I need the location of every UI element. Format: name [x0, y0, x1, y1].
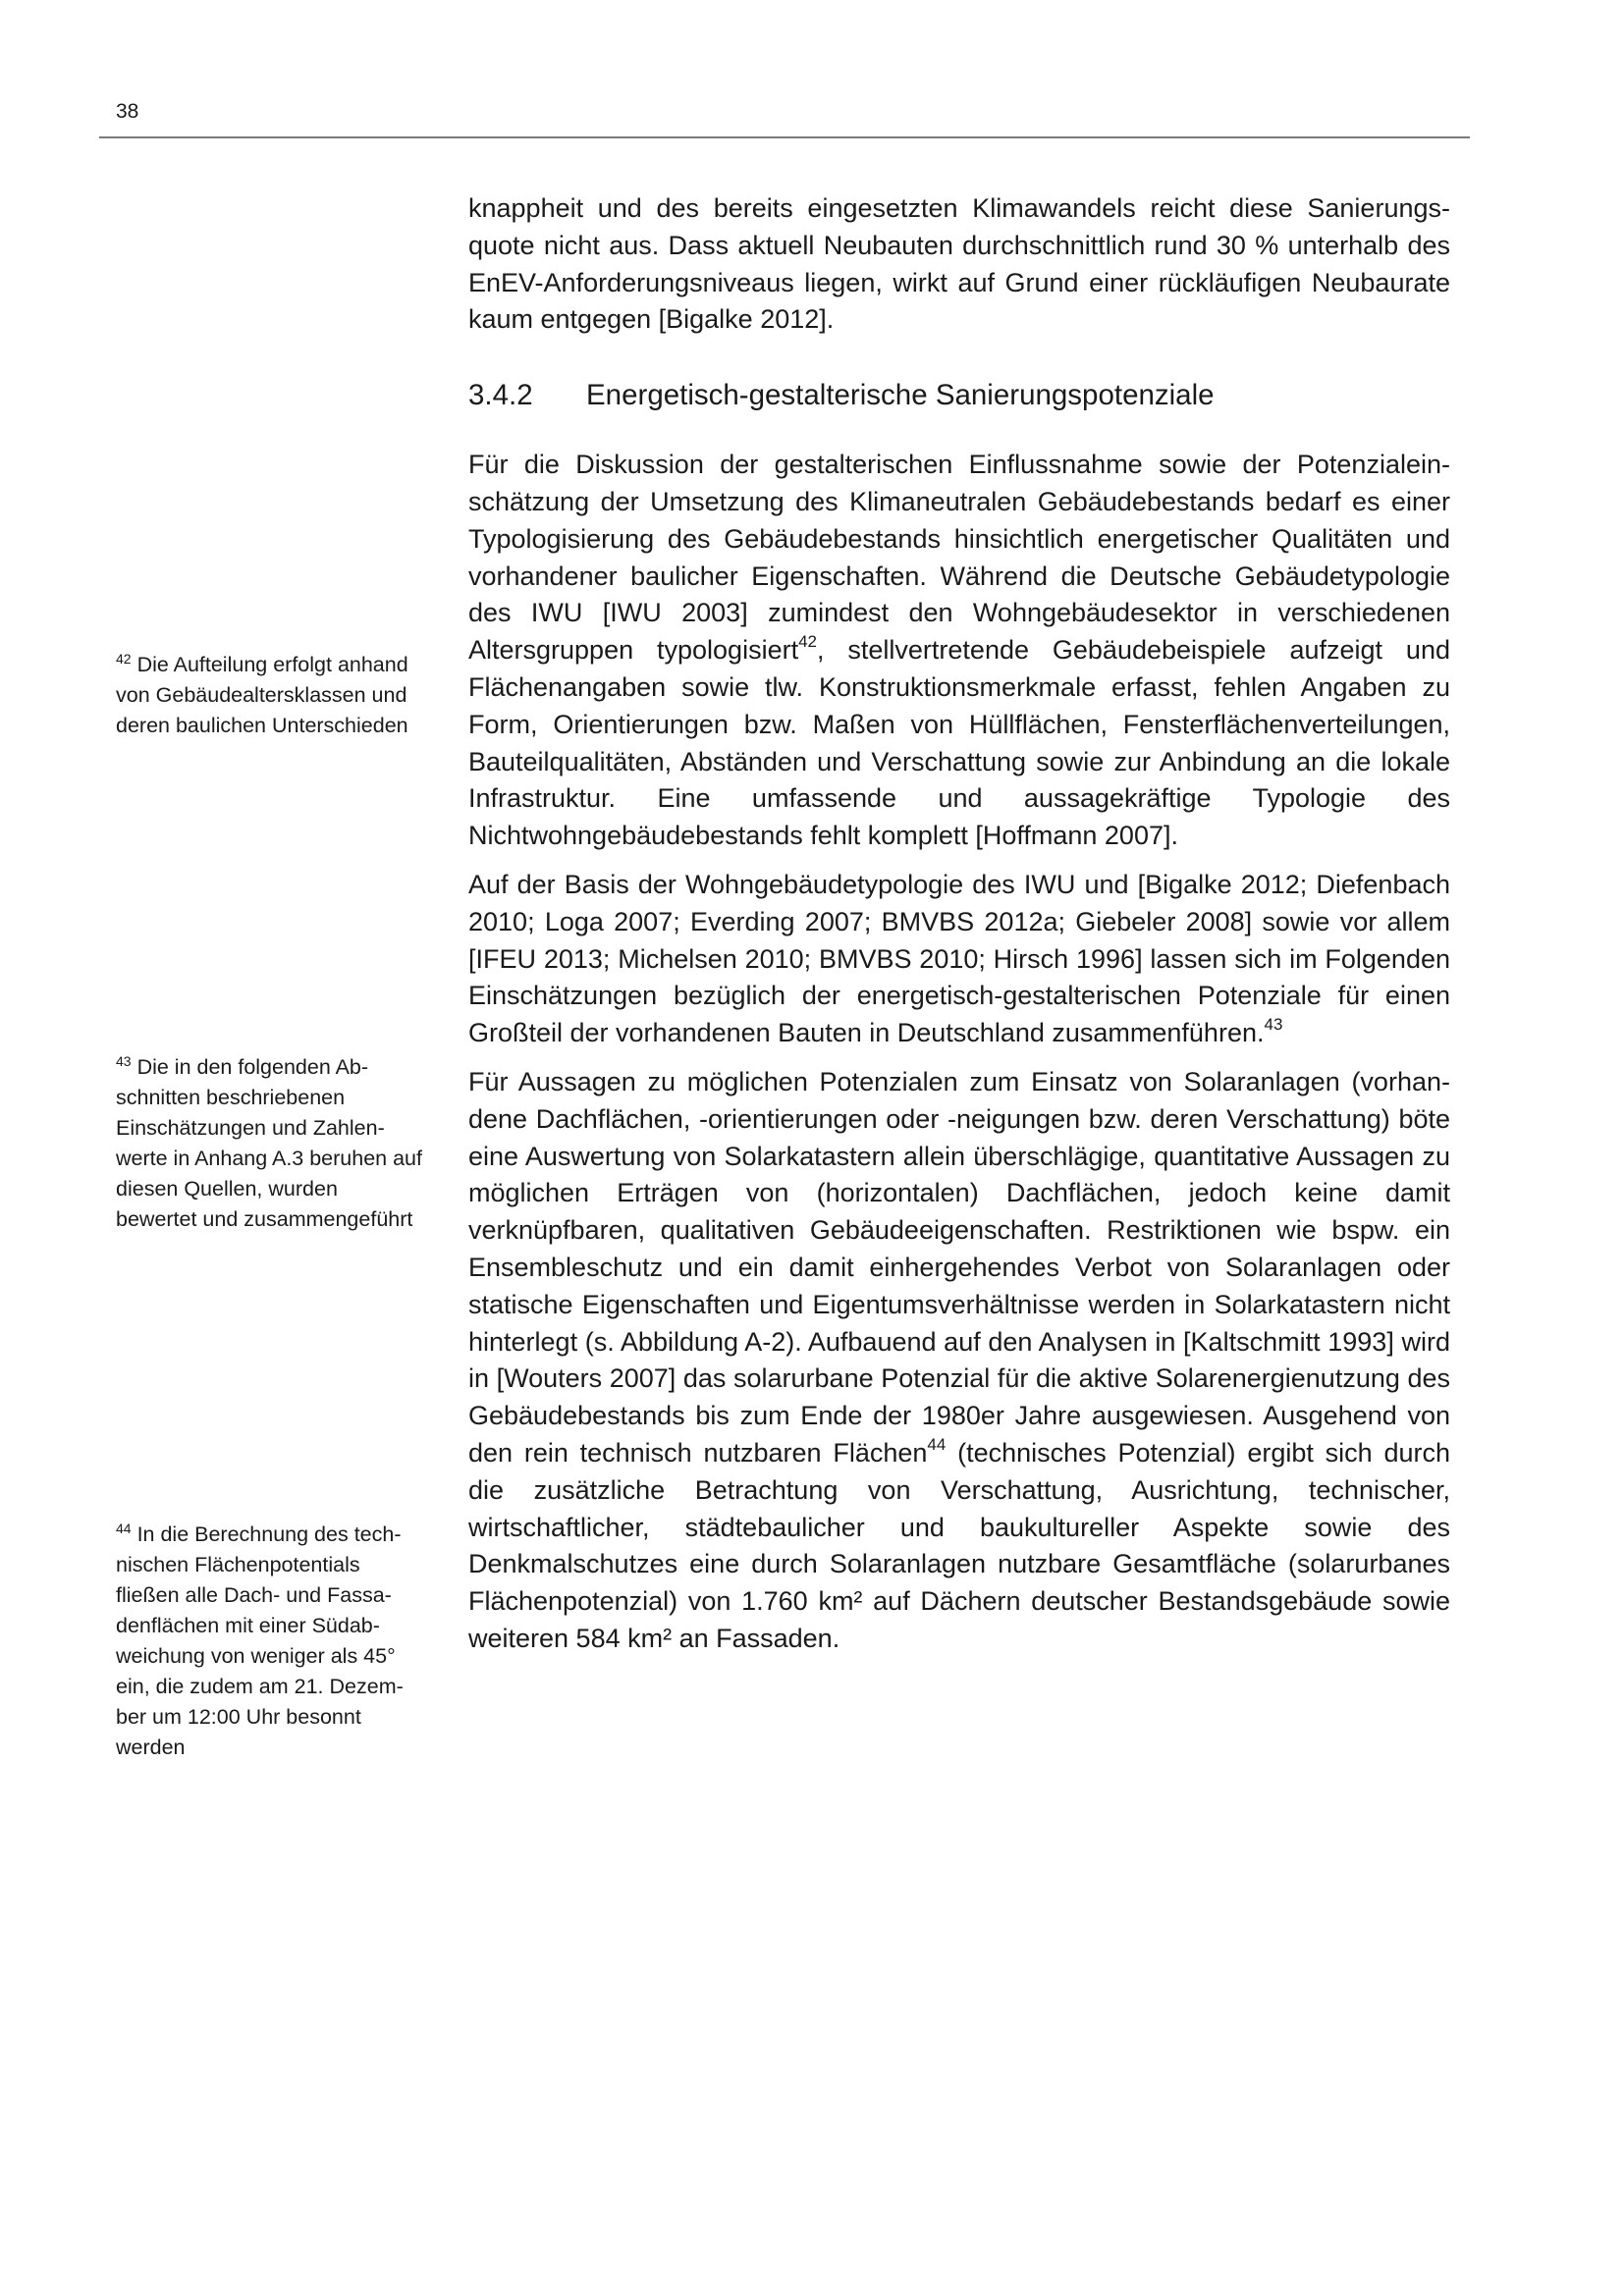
margin-note-44-text: In die Berechnung des technischen Flächenpotentials fließen alle Dach- und Fassadenflächen mit einer Südabweichung von weniger als 45° ein, die zudem am 21. Dezember um 12:00 Uhr besonnt werden — [116, 1522, 404, 1759]
footnote-ref-43: 43 — [1264, 1015, 1283, 1035]
main-text-column — [468, 190, 1450, 1658]
margin-note-43-text: Die in den folgenden Abschnitten beschriebenen Einschätzungen und Zahlenwerte in Anhang A.3 beruhen auf diesen Quellen, wurden bewertet und zusammengeführt — [116, 1055, 422, 1231]
margin-note-43 — [116, 1052, 422, 1235]
paragraph-sources — [468, 867, 1450, 1052]
paragraph-solar — [468, 1064, 1450, 1658]
section-heading — [468, 376, 1450, 415]
paragraph-sources-text: Auf der Basis der Wohngebäudetypologie des IWU und [Bigalke 2012; Diefenbach 2010; Loga 2007; Everding 2007; BMVBS 2012a; Giebeler 2008] sowie vor allem [IFEU 2013; Michelsen 2010; BMVBS 2010; Hirsch 1996] lassen sich im Folgenden Einschätzungen bezüglich der energetisch-gestalterischen Potenziale für einen Großteil der vorhandenen Bauten in Deutschland zusammenführen. — [468, 869, 1450, 1048]
paragraph-solar-part1: Für Aussagen zu möglichen Potenzialen zum Einsatz von Solaranlagen (vorhandene Dachflächen, -orientierungen oder -neigungen bzw. deren Verschattung) böte eine Auswertung von Solarkatastern allein überschlägige, quantitative Aussagen zu möglichen Erträgen von (horizontalen) Dachflächen, jedoch keine damit verknüpfbaren, qualitativen Gebäudeeigenschaften. Restriktionen wie bspw. ein Ensembleschutz und ein damit einhergehendes Verbot von Solaranlagen oder statische Eigenschaften und Eigentumsverhältnisse werden in Solarkatastern nicht hinterlegt (s. Abbildung A-2). Aufbauend auf den Analysen in [Kaltschmitt 1993] wird in [Wouters 2007] das solarurbane Potenzial für die aktive Solarenergienutzung des Gebäudebestands bis zum Ende der 1980er Jahre ausgewiesen. Ausgehend von den rein technisch nutzbaren Flächen — [468, 1066, 1450, 1468]
margin-note-44-number: 44 — [116, 1520, 132, 1536]
margin-note-42 — [116, 650, 422, 741]
paragraph-typology — [468, 447, 1450, 855]
footnote-ref-42: 42 — [798, 632, 817, 652]
margin-note-42-text: Die Aufteilung erfolgt anhand von Gebäudealtersklassen und deren baulichen Unterschieden — [116, 653, 408, 737]
page-number: 38 — [116, 100, 139, 123]
paragraph-typology-part1: Für die Diskussion der gestalterischen Einflussnahme sowie der Potenzialeinschätzung der Umsetzung des Klimaneutralen Gebäudebestands bedarf es einer Typologisierung des Gebäudebestands hinsichtlich energetischer Qualitäten und vorhandener baulicher Eigenschaften. Während die Deutsche Gebäudetypologie des IWU [IWU 2003] zumindest den Wohngebäudesektor in verschiedenen Altersgruppen typologisiert — [468, 450, 1450, 666]
header-rule — [99, 136, 1470, 138]
section-number: 3.4.2 — [468, 379, 533, 412]
paragraph-typology-part2: , stellvertretende Gebäudebeispiele aufzeigt und Flächenangaben sowie tlw. Konstruktionsmerkmale erfasst, fehlen Angaben zu Form, Orientierungen bzw. Maßen von Hüllflächen, Fensterflächenverteilungen, Bauteilqualitäten, Abständen und Verschattung sowie zur Anbindung an die lokale Infrastruktur. Eine umfassende und aussagekräftige Typologie des Nichtwohngebäudebestands fehlt komplett [Hoffmann 2007]. — [468, 635, 1450, 851]
margin-note-44 — [116, 1520, 422, 1763]
margin-note-42-number: 42 — [116, 650, 132, 667]
intro-paragraph: knappheit und des bereits eingesetzten Klimawandels reicht diese Sanierungsquote nicht aus. Dass aktuell Neubauten durchschnittlich rund 30 % unterhalb des EnEV-Anforderungsniveaus liegen, wirkt auf Grund einer rückläufigen Neubaurate kaum entgegen [Bigalke 2012]. — [468, 193, 1450, 335]
section-title: Energetisch-gestalterische Sanierungspotenziale — [586, 379, 1215, 412]
paragraph-solar-part2: (technisches Potenzial) ergibt sich durch die zusätzliche Betrachtung von Verschattung, Ausrichtung, technischer, wirtschaftlicher, städtebaulicher und baukultureller Aspekte sowie des Denkmalschutzes eine durch Solaranlagen nutzbare Gesamtfläche (solarurbanes Flächenpotenzial) von 1.760 km² auf Dächern deutscher Bestandsgebäude sowie weiteren 584 km² an Fassaden. — [468, 1437, 1450, 1653]
margin-note-43-number: 43 — [116, 1052, 132, 1069]
footnote-ref-44: 44 — [927, 1434, 947, 1454]
